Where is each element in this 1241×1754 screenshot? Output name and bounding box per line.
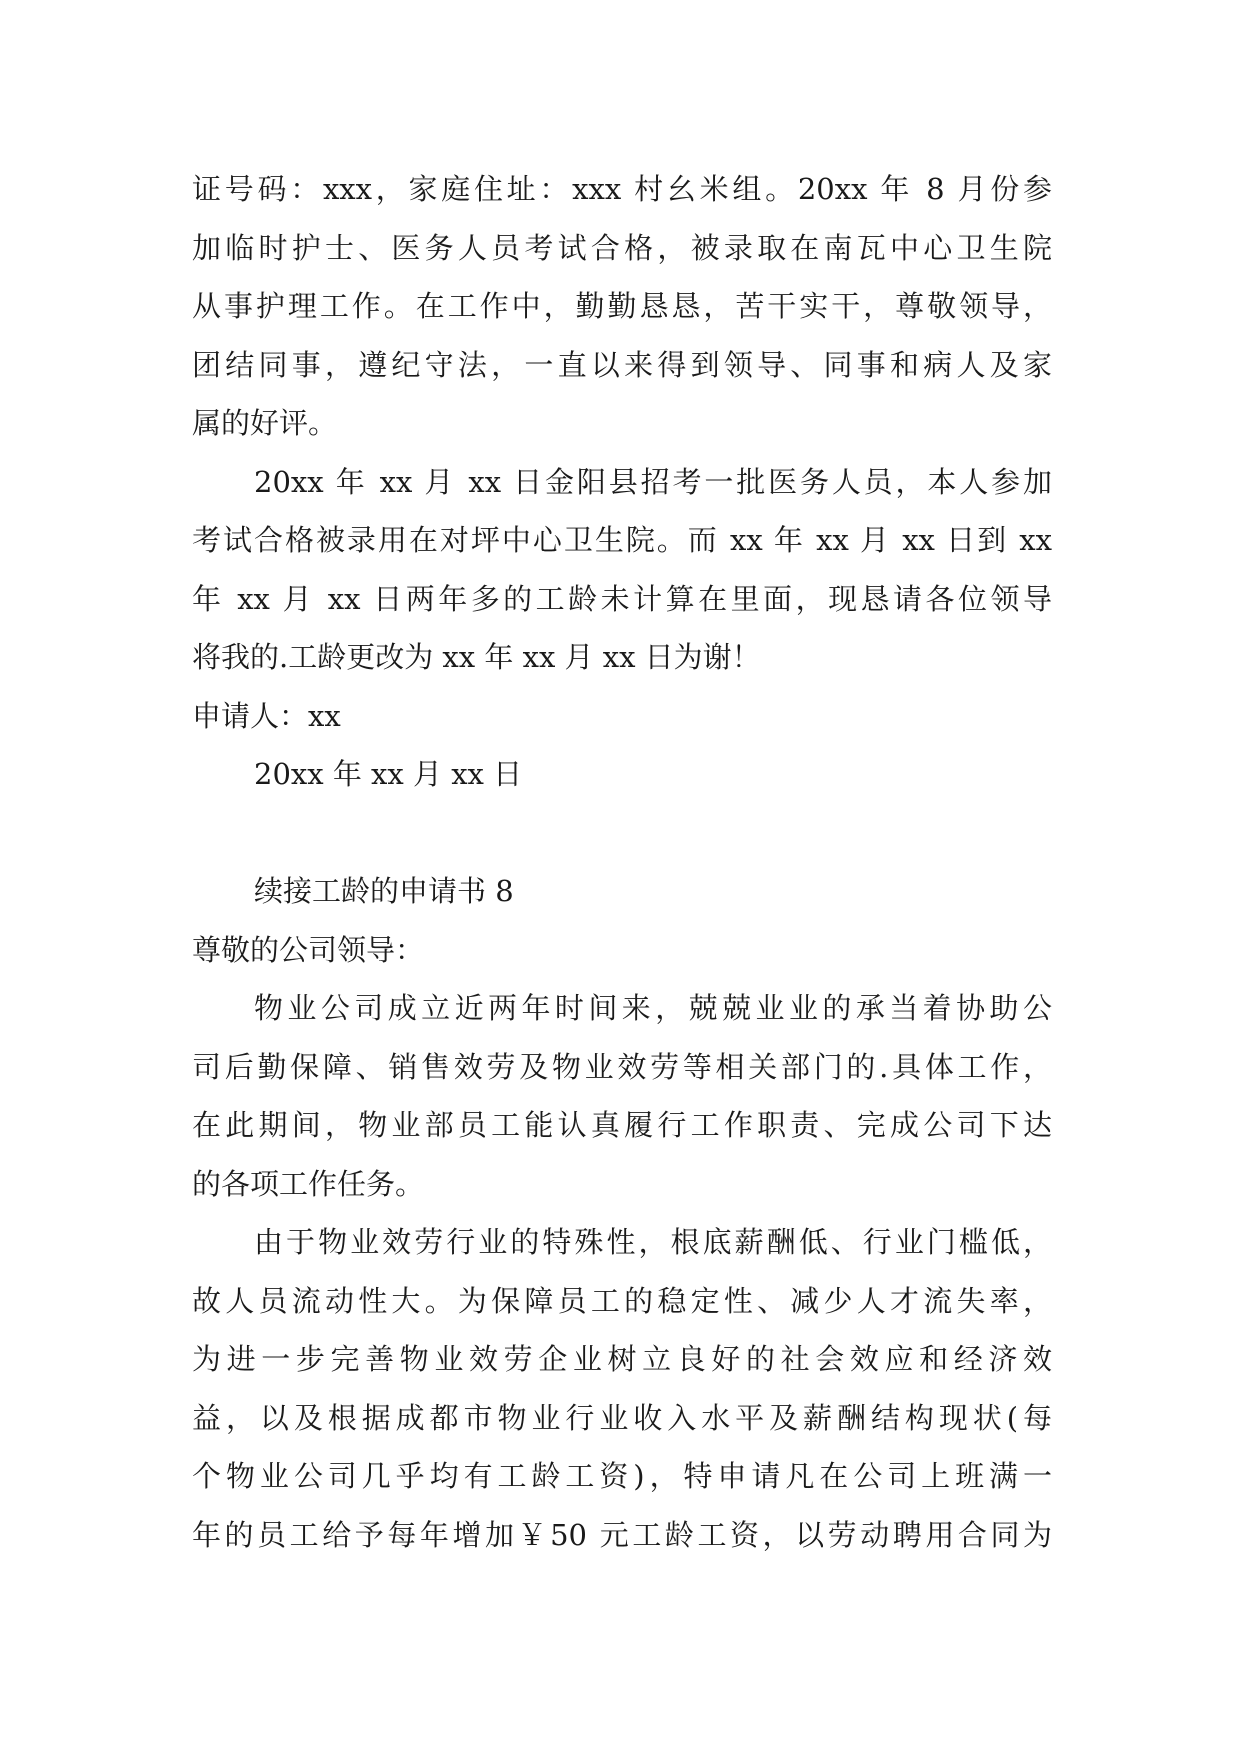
text-line: 物业公司成立近两年时间来，兢兢业业的承当着协助公 [254, 991, 1052, 1025]
text-line: 年 xx 月 xx 日两年多的工龄未计算在里面，现恳请各位领导 [192, 581, 1052, 616]
paragraph-3 [192, 979, 1052, 1213]
text-line: 属的好评。 [192, 406, 338, 440]
text-line: 20xx 年 xx 月 xx 日金阳县招考一批医务人员，本人参加 [254, 464, 1052, 499]
text-line: 为进一步完善物业效劳企业树立良好的社会效应和经济效 [192, 1342, 1052, 1376]
text-line: 加临时护士、医务人员考试合格，被录取在南瓦中心卫生院 [192, 230, 1052, 265]
text-line: 在此期间，物业部员工能认真履行工作职责、完成公司下达 [192, 1108, 1052, 1142]
signature-date: 20xx 年 xx 月 xx 日 [254, 757, 523, 791]
text-line: 个物业公司几乎均有工龄工资)，特申请凡在公司上班满一 [192, 1459, 1052, 1493]
text-line: 考试合格被录用在对坪中心卫生院。而 xx 年 xx 月 xx 日到 xx [192, 523, 1052, 557]
text-line: 由于物业效劳行业的特殊性，根底薪酬低、行业门槛低， [254, 1225, 1052, 1259]
applicant-signature: 申请人：xx [192, 698, 341, 733]
text-line: 司后勤保障、销售效劳及物业效劳等相关部门的.具体工作， [192, 1049, 1052, 1084]
salutation: 尊敬的公司领导： [192, 932, 425, 967]
paragraph-1 [192, 160, 1052, 453]
text-line: 故人员流动性大。为保障员工的稳定性、减少人才流失率， [192, 1283, 1052, 1318]
text-line: 年的员工给予每年增加￥50 元工龄工资，以劳动聘用合同为 [192, 1517, 1052, 1552]
paragraph-2 [192, 453, 1052, 687]
spacer [192, 804, 1052, 863]
text-line: 将我的.工龄更改为 xx 年 xx 月 xx 日为谢！ [192, 640, 761, 674]
text-line: 的各项工作任务。 [192, 1166, 425, 1201]
text-line: 证号码：xxx，家庭住址：xxx 村幺米组。20xx 年 8 月份参 [192, 172, 1052, 206]
text-line: 从事护理工作。在工作中，勤勤恳恳，苦干实干，尊敬领导， [192, 289, 1052, 323]
text-line: 益，以及根据成都市物业行业收入水平及薪酬结构现状(每 [192, 1400, 1052, 1435]
text-line: 团结同事，遵纪守法，一直以来得到领导、同事和病人及家 [192, 347, 1052, 382]
paragraph-4 [192, 1213, 1052, 1564]
document-body [192, 160, 1052, 1564]
section-title: 续接工龄的申请书 8 [254, 874, 514, 908]
